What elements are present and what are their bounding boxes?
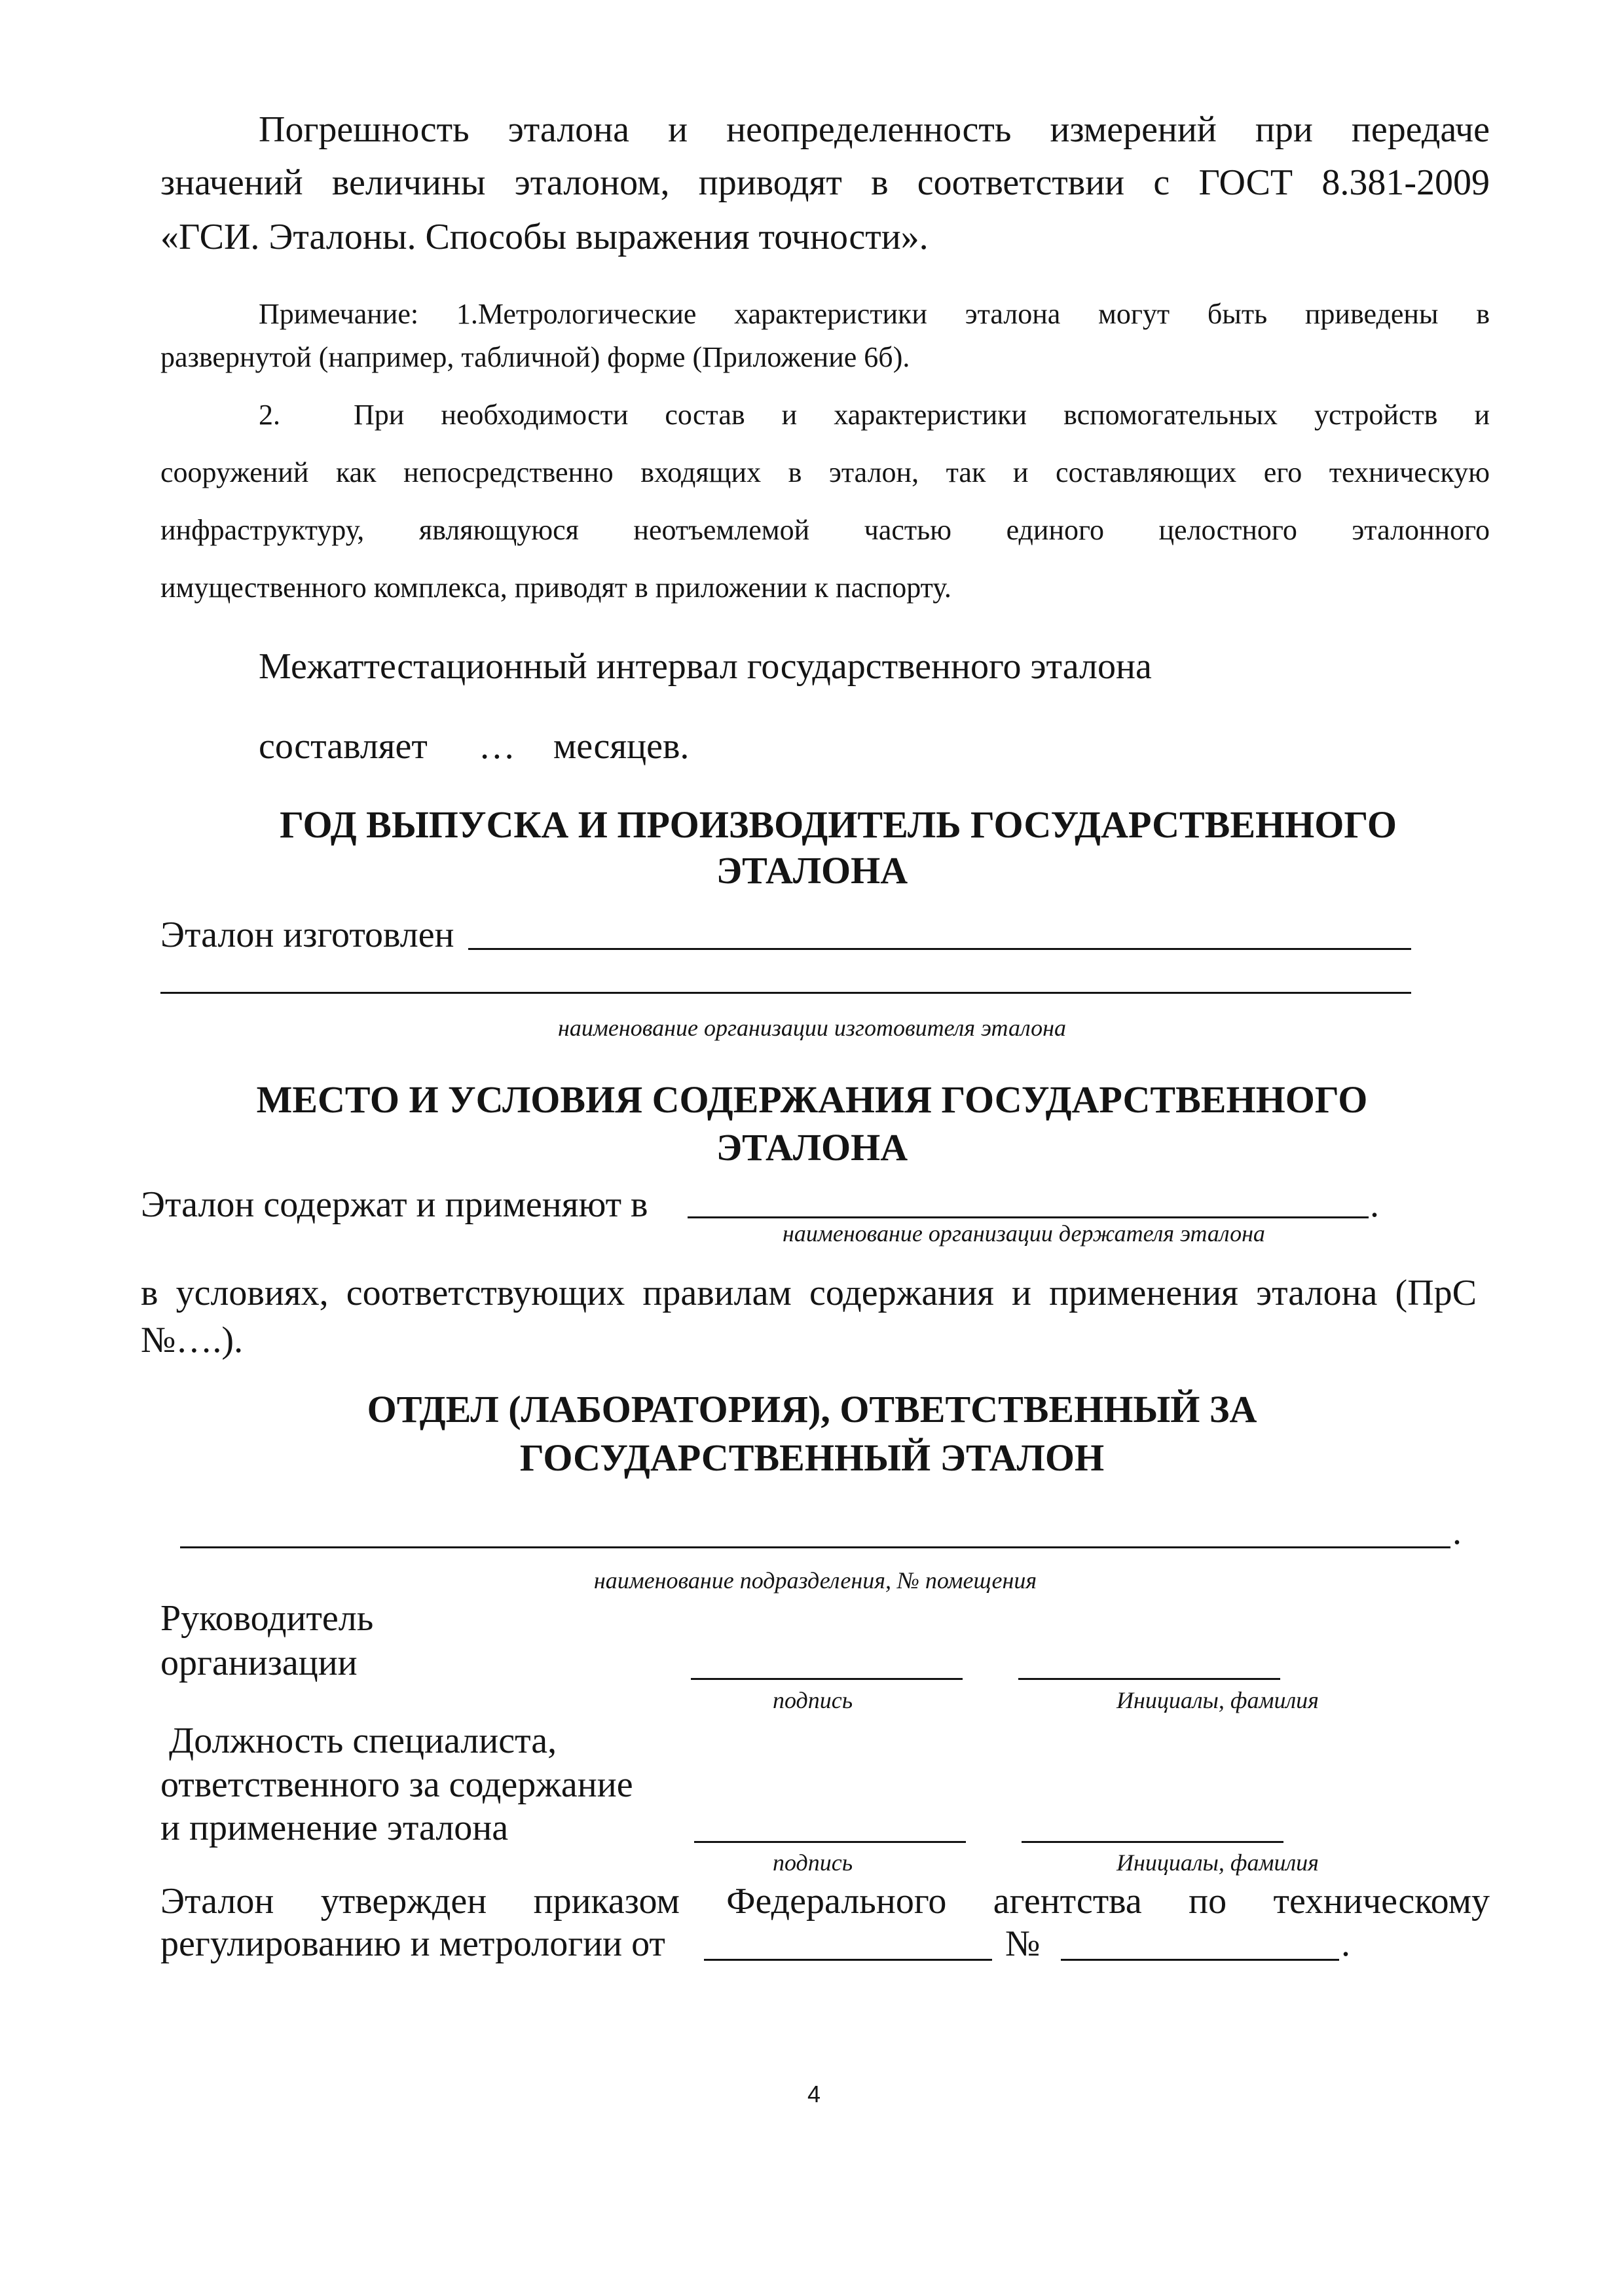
manufacturer-field-line-2[interactable] <box>160 992 1411 994</box>
conditions-line-2: №….). <box>141 1320 244 1360</box>
note-item-2-line-3: инфраструктуру, являющуюся неотъемлемой частью единого целостного эталонного <box>160 514 1490 546</box>
note-item-2-number: 2. <box>259 399 280 431</box>
approval-line-1: Эталон утвержден приказом Федерального агентства по техническому <box>160 1881 1490 1922</box>
paragraph-accuracy-line-1: Погрешность эталона и неопределенность измерений при передаче <box>259 109 1490 150</box>
section-department-heading-line-2: ГОСУДАРСТВЕННЫЙ ЭТАЛОН <box>519 1436 1105 1479</box>
approval-number-sign: № <box>1005 1923 1041 1964</box>
section-place-heading-line-2: ЭТАЛОНА <box>716 1126 908 1169</box>
department-caption: наименование подразделения, № помещения <box>593 1567 1037 1594</box>
section-year-heading-line-2: ЭТАЛОНА <box>716 849 908 892</box>
conditions-line-1: в условиях, соответствующих правилам содержания и применения эталона (ПрС <box>141 1273 1477 1313</box>
note-item-2-line-2: сооружений как непосредственно входящих в эталон, так и составляющих его техническую <box>160 456 1490 488</box>
interval-suffix: месяцев. <box>553 726 690 767</box>
head-title-line-2: организации <box>160 1643 358 1683</box>
interval-line-1: Межаттестационный интервал государственного эталона <box>259 646 1152 687</box>
note-item-2-line-4: имущественного комплекса, приводят в приложении к паспорту. <box>160 572 951 604</box>
head-signature-line[interactable] <box>691 1678 963 1680</box>
approval-date-field[interactable] <box>704 1959 992 1961</box>
approval-line-2-prefix: регулированию и метрологии от <box>160 1923 665 1964</box>
specialist-title-line-2: ответственного за содержание <box>160 1764 633 1805</box>
head-name-caption: Инициалы, фамилия <box>1116 1687 1319 1713</box>
specialist-name-line[interactable] <box>1022 1841 1283 1843</box>
section-place-heading-line-1: МЕСТО И УСЛОВИЯ СОДЕРЖАНИЯ ГОСУДАРСТВЕННОГО <box>256 1078 1368 1121</box>
head-title-line-1: Руководитель <box>160 1598 374 1639</box>
specialist-title-line-3: и применение эталона <box>160 1808 509 1848</box>
manufactured-label: Эталон изготовлен <box>160 915 454 955</box>
note-line-2: развернутой (например, табличной) форме (Приложение 6б). <box>160 341 910 373</box>
manufacturer-field-line-1[interactable] <box>468 948 1411 950</box>
interval-months-value: … <box>478 726 515 767</box>
department-field-line[interactable] <box>180 1546 1450 1548</box>
specialist-title-line-1: Должность специалиста, <box>169 1721 557 1761</box>
section-year-heading-line-1: ГОД ВЫПУСКА И ПРОИЗВОДИТЕЛЬ ГОСУДАРСТВЕННОГО <box>280 803 1397 846</box>
paragraph-accuracy-line-2: значений величины эталоном, приводят в соответствии с ГОСТ 8.381-2009 <box>160 162 1490 203</box>
specialist-signature-caption: подпись <box>773 1850 853 1876</box>
page-number: 4 <box>807 2081 821 2107</box>
interval-prefix: составляет <box>259 726 428 767</box>
kept-label: Эталон содержат и применяют в <box>141 1184 648 1225</box>
specialist-signature-line[interactable] <box>694 1841 966 1843</box>
note-line-1: Примечание: 1.Метрологические характеристики эталона могут быть приведены в <box>259 298 1490 330</box>
specialist-name-caption: Инициалы, фамилия <box>1116 1850 1319 1876</box>
section-department-heading-line-1: ОТДЕЛ (ЛАБОРАТОРИЯ), ОТВЕТСТВЕННЫЙ ЗА <box>367 1388 1257 1430</box>
approval-number-field[interactable] <box>1061 1959 1339 1961</box>
approval-line-end: . <box>1341 1923 1350 1964</box>
manufacturer-caption: наименование организации изготовителя эталона <box>558 1015 1066 1041</box>
head-name-line[interactable] <box>1018 1678 1280 1680</box>
holder-field-line[interactable] <box>688 1216 1369 1218</box>
note-item-2-line-1: При необходимости состав и характеристики вспомогательных устройств и <box>354 399 1490 431</box>
head-signature-caption: подпись <box>773 1687 853 1713</box>
paragraph-accuracy-line-3: «ГСИ. Эталоны. Способы выражения точности». <box>160 217 929 257</box>
holder-field-end: . <box>1370 1184 1379 1225</box>
holder-caption: наименование организации держателя эталона <box>783 1220 1265 1247</box>
department-field-end: . <box>1452 1512 1462 1552</box>
interval-line-2 <box>259 720 689 773</box>
